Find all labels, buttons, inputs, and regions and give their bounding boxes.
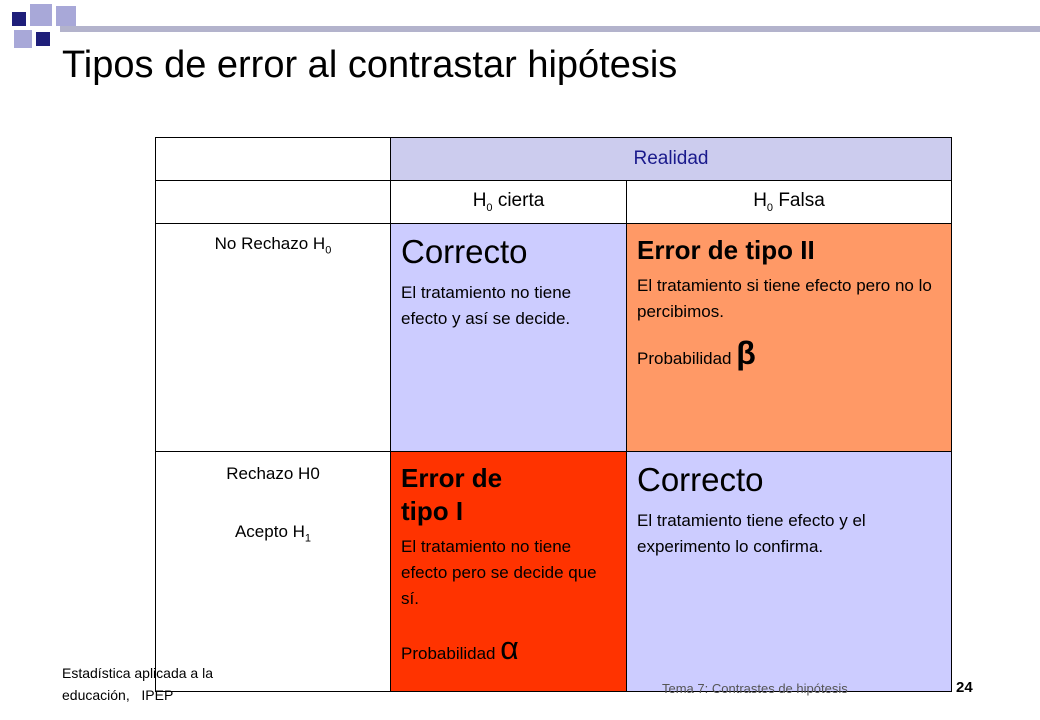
probability-line: Probabilidad α xyxy=(401,630,519,666)
probability-line: Probabilidad β xyxy=(637,335,756,371)
corner-cell xyxy=(156,181,391,224)
decor-square xyxy=(12,12,26,26)
cell-heading-line1: Error de xyxy=(401,463,503,493)
header-h0-falsa: $H_0$ Falsa xyxy=(627,181,952,224)
cell-error-tipo-1 xyxy=(391,452,627,692)
page-number: 24 xyxy=(956,679,973,696)
cell-heading: Correcto xyxy=(401,233,528,270)
cell-correcto-1 xyxy=(391,224,627,452)
footer-course xyxy=(62,662,213,706)
footer-topic: Tema 7: Contrastes de hipótesis xyxy=(662,681,848,696)
decor-square xyxy=(56,6,76,26)
row-label-no-rechazo: No Rechazo $H_0$ xyxy=(156,224,391,452)
footer-course-line2: educación, IPEP xyxy=(62,687,174,703)
decor-square xyxy=(36,32,50,46)
corner-cell xyxy=(156,138,391,181)
cell-text: El tratamiento no tiene efecto y así se decide. xyxy=(401,283,572,328)
row-label-line2: Acepto $H_1$ xyxy=(234,522,312,545)
cell-correcto-2 xyxy=(627,452,952,692)
cell-text: El tratamiento no tiene efecto pero se decide que sí. xyxy=(401,537,597,608)
error-types-table xyxy=(155,137,952,692)
cell-heading: Correcto xyxy=(637,461,764,498)
cell-heading-line2: tipo I xyxy=(401,496,464,526)
cell-text: El tratamiento si tiene efecto pero no lo percibimos. xyxy=(637,276,932,321)
realidad-header: Realidad xyxy=(391,138,952,181)
header-rule xyxy=(60,26,1040,32)
cell-heading: Error de tipo II xyxy=(637,235,815,265)
decor-square xyxy=(30,4,52,26)
beta-symbol: β xyxy=(736,335,756,371)
slide-title: Tipos de error al contrastar hipótesis xyxy=(62,44,678,86)
row-label-line1: Rechazo H0 xyxy=(226,464,320,483)
row-label-rechazo xyxy=(156,452,391,692)
alpha-symbol: α xyxy=(500,630,519,666)
cell-text: El tratamiento tiene efecto y el experimento lo confirma. xyxy=(637,511,866,556)
cell-error-tipo-2 xyxy=(627,224,952,452)
footer-course-line1: Estadística aplicada a la xyxy=(62,665,213,681)
header-h0-cierta: $H_0$ cierta xyxy=(391,181,627,224)
decor-square xyxy=(14,30,32,48)
